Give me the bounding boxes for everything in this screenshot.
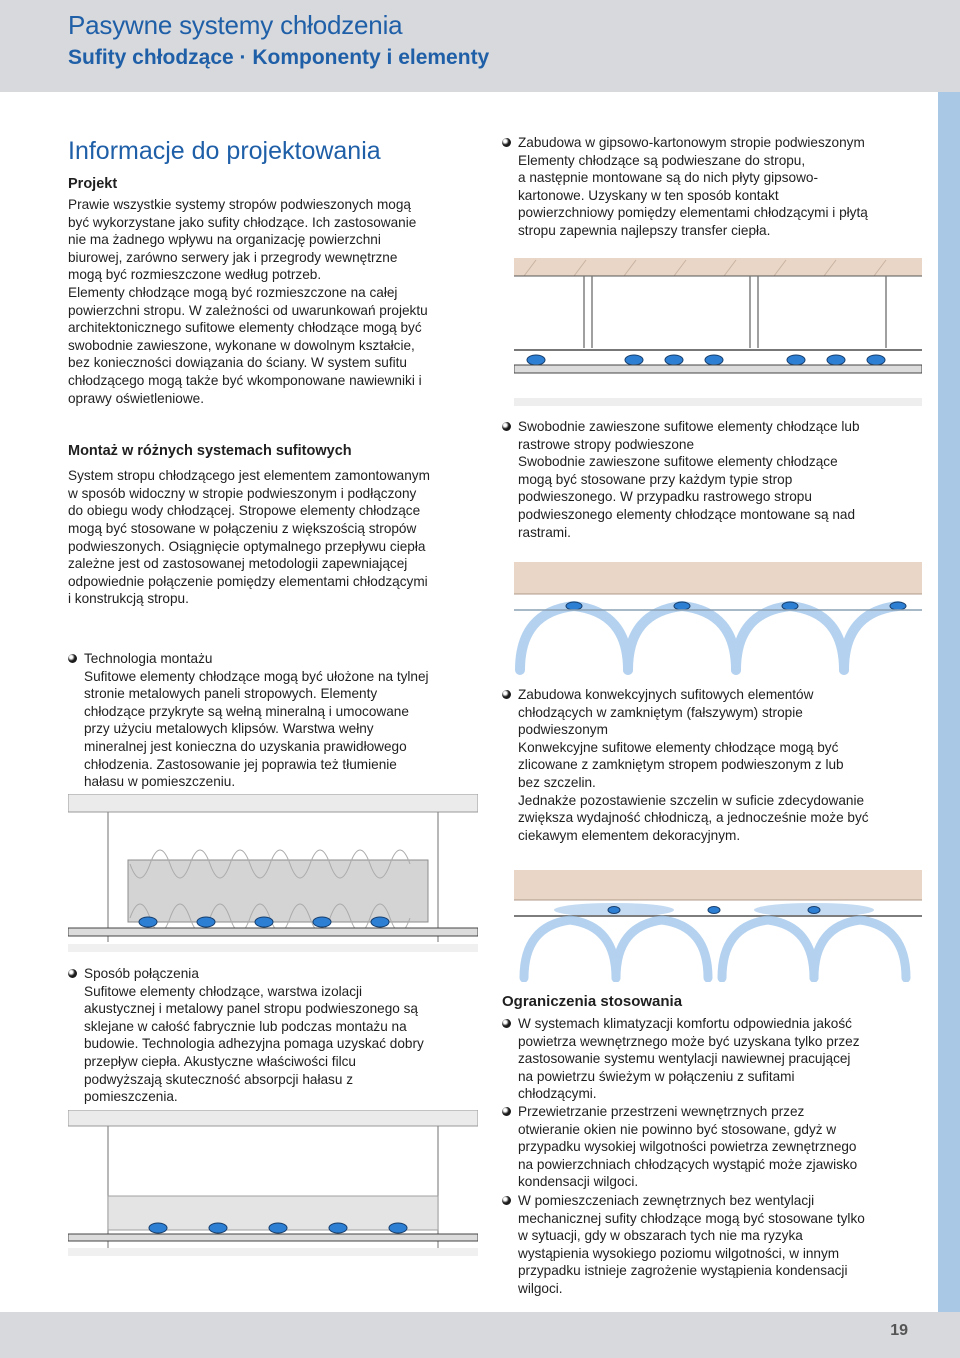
text-line: oprawy oświetleniowe. [68, 390, 205, 406]
top-slab [68, 1110, 478, 1126]
montaz-text [68, 467, 468, 608]
text-line: Jednakże pozostawienie szczelin w suficie zdecydowanie [518, 792, 865, 808]
limitation-item [502, 1103, 922, 1191]
text-line: hałasu w pomieszczeniu. [84, 774, 236, 790]
text-line: pomieszczenia. [84, 1089, 178, 1105]
gypsum-ceiling-diagram [514, 258, 922, 414]
text-line: mogą być stosowane w połączeniu z większością stropów [68, 520, 417, 536]
bullet-title: Sposób połączenia [84, 966, 199, 981]
text-line: kartonowe. Uzyskany w ten sposób kontakt [518, 187, 779, 203]
text-line: podwieszonego elementy chłodzące montowane są nad [518, 506, 856, 522]
text-line: wilgoci. [518, 1280, 563, 1296]
text-line: rastrowe stropy podwieszone [518, 436, 695, 452]
text-line: stropu zapewnia najlepszy transfer ciepła. [518, 222, 771, 238]
text-line: Elementy chłodzące mogą być rozmieszczone na całej [68, 284, 398, 300]
text-line: a następnie montowane są do nich płyty gipsowo- [518, 170, 818, 186]
text-line: odpowiednie połączenie pomiędzy elementami chłodzącymi [68, 573, 428, 589]
text-line: akustycznej i metalowy panel stropu podwieszonego są [84, 1001, 418, 1017]
text-line: na powierzchniach chłodzących wystąpić może zjawisko [518, 1156, 858, 1172]
header-title: Pasywne systemy chłodzenia [68, 10, 403, 40]
text-line: stronie metalowych paneli stropowych. Elementy [84, 686, 378, 702]
concrete-slab [514, 258, 922, 276]
lower-haze [68, 1248, 478, 1256]
free-hanging-diagram [514, 562, 922, 678]
lower-haze [68, 944, 478, 952]
text-line: System stropu chłodzącego jest elementem zamontowanym [68, 468, 430, 484]
text-line: Swobodnie zawieszone sufitowe elementy chłodzące [518, 454, 838, 470]
design-info-section [68, 136, 468, 608]
text-line: do obiegu wody chłodzącej. Stropowe elementy chłodzące [68, 503, 421, 519]
hangers [584, 276, 886, 348]
text-line: rastrami. [518, 524, 571, 540]
bullet-dot-icon [502, 138, 511, 147]
text-line: mineralnej jest konieczna do uzyskania prawidłowego [84, 738, 407, 754]
text-line: mechanicznej sufity chłodzące mogą być stosowane tylko [518, 1210, 865, 1226]
side-accent-bar [938, 92, 960, 1312]
montaz-heading: Montaż w różnych systemach sufitowych [68, 443, 352, 460]
text-line: przypadku wysokiej wilgotności powietrza zewnętrznego [518, 1139, 857, 1155]
text-line: Prawie wszystkie systemy stropów podwieszonych mogą [68, 197, 411, 212]
text-line: chłodzącymi. [518, 1086, 597, 1102]
text-line: w sposób widoczny w stropie podwieszonym i podłączony [68, 485, 417, 501]
text-line: podwyższają skuteczność absorpcji hałasu z [84, 1071, 353, 1087]
cooling-pipes [527, 355, 885, 365]
cooling-pipes [566, 602, 906, 610]
text-line: przy użyciu metalowych klipsów. Warstwa wełny [84, 721, 374, 737]
text-line: w sytuacji, gdy w obszarach tych nie ma ryzyka [518, 1228, 803, 1244]
text-line: zależne jest od zastosowanej metodologii zapewniającej [68, 556, 408, 572]
text-line: bez konieczności dowiązania do ściany. W system sufitu [68, 355, 407, 371]
text-line: Elementy chłodzące są podwieszane do stropu, [518, 152, 806, 168]
text-line: swobodnie zawieszone, wykonane w dowolnym kształcie, [68, 337, 415, 353]
page-header [0, 0, 960, 92]
text-line: być wykorzystane jako sufity chłodzące. Ich zastosowanie [68, 214, 417, 230]
bullet-dot-icon [68, 654, 77, 663]
text-line: przepływ ciepła. Akustyczne właściwości filcu [84, 1053, 356, 1069]
bullet-connection-method [68, 965, 468, 1106]
bullet-dot-icon [502, 690, 511, 699]
glued-panel-diagram [68, 1110, 478, 1260]
page-footer [0, 1312, 960, 1358]
text-line: powietrza wewnętrznego może być uzyskana tylko przez [518, 1033, 860, 1049]
page-number: 19 [890, 1322, 908, 1339]
concrete-slab [514, 562, 922, 594]
text-line: chłodzącego mogą także być wkomponowane nawiewniki i [68, 372, 422, 388]
text-line: powierzchni stropu. W zależności od uwarunkowań projektu [68, 302, 428, 318]
text-line: Sufitowe elementy chłodzące mogą być ułożone na tylnej [84, 668, 429, 684]
text-line: chłodzące przykryte są wełną mineralną i umocowane [84, 703, 409, 719]
text-line: zlicowane z zamkniętym stropem podwieszonym z lub [518, 757, 844, 773]
bullet-mounting-technology [68, 650, 468, 791]
text-line: budowie. Technologia adhezyjna pomaga uzyskać dobry [84, 1036, 424, 1052]
text-line: bez szczelin. [518, 774, 596, 790]
bullet-title: Swobodnie zawieszone sufitowe elementy chłodzące lub [518, 419, 860, 434]
mineral-wool [128, 860, 428, 922]
limitation-item [502, 1015, 922, 1103]
concrete-slab [514, 870, 922, 900]
text-line: kondensacji wilgoci. [518, 1174, 639, 1190]
text-line: ciekawym elementem dekoracyjnym. [518, 827, 741, 843]
gypsum-board [514, 365, 922, 373]
text-line: na powietrzu świeżym w połączeniu z sufitami [518, 1068, 795, 1084]
text-line: powierzchniowy pomiędzy elementami chłodzącymi i płytą [518, 205, 868, 221]
text-line: podwieszonych. Osiągnięcie optymalnego przepływu ciepła [68, 538, 426, 554]
limitations-section [502, 992, 922, 1012]
bullet-dot-icon [502, 422, 511, 431]
projekt-text [68, 196, 468, 407]
text-line: W pomieszczeniach zewnętrznych bez wentylacji [518, 1193, 815, 1208]
text-line: sklejane w całość fabrycznie lub podczas montażu na [84, 1018, 407, 1034]
bullet-dot-icon [502, 1196, 511, 1205]
metal-panel [68, 928, 478, 936]
text-line: zastosowanie systemu wentylacji nawiewnej pracującej [518, 1051, 851, 1067]
lower-haze [514, 398, 922, 406]
bullet-convective-ceiling [502, 686, 922, 844]
text-line: wystąpienia wysokiego poziomu wilgotności, w innym [518, 1245, 840, 1261]
text-line: chłodzenia. Zastosowanie jej poprawia też tłumienie [84, 756, 397, 772]
text-line: i konstrukcją stropu. [68, 591, 189, 607]
bullet-title: Zabudowa konwekcyjnych sufitowych elementów [518, 687, 814, 702]
bullet-gypsum-ceiling [502, 134, 922, 240]
bullet-dot-icon [68, 969, 77, 978]
text-line: chłodzących w zamkniętym (fałszywym) stropie [518, 704, 803, 720]
metal-panel-wool-diagram [68, 794, 478, 960]
air-flow-arcs [520, 606, 898, 670]
text-line: Przewietrzanie przestrzeni wewnętrznych przez [518, 1104, 805, 1119]
top-slab [68, 794, 478, 812]
text-line: podwieszonym [518, 722, 608, 738]
text-line: mogą być stosowane przy każdym typie strop [518, 471, 793, 487]
text-line: Konwekcyjne sufitowe elementy chłodzące mogą być [518, 739, 839, 755]
bullet-free-hanging [502, 418, 922, 541]
header-subtitle: Sufity chłodzące · Komponenty i elementy [68, 46, 490, 69]
text-line: biurowej, zarówno serwery jak i przegrody wewnętrzne [68, 249, 398, 265]
limitations-heading: Ograniczenia stosowania [502, 993, 683, 1010]
metal-panel [68, 1234, 478, 1241]
limitation-item [502, 1192, 922, 1298]
text-line: mogą być rozmieszczone według potrzeb. [68, 267, 322, 283]
bullet-dot-icon [502, 1107, 511, 1116]
text-line: zwiększa wydajność chłodniczą, a jednocześnie może być [518, 810, 869, 826]
bullet-title: Zabudowa w gipsowo-kartonowym stropie podwieszonym [518, 135, 865, 150]
text-line: W systemach klimatyzacji komfortu odpowiednia jakość [518, 1016, 852, 1031]
text-line: nie ma żadnego wpływu na organizację powierzchni [68, 232, 381, 248]
text-line: przypadku istnieje zagrożenie wystąpienia kondensacji [518, 1263, 848, 1279]
projekt-heading: Projekt [68, 176, 118, 192]
text-line: architektonicznego sufitowe elementy chłodzące mogą być [68, 320, 422, 336]
text-line: Sufitowe elementy chłodzące, warstwa izolacji [84, 983, 363, 999]
air-flow-arcs [524, 920, 906, 978]
bullet-title: Technologia montażu [84, 651, 213, 666]
bullet-dot-icon [502, 1019, 511, 1028]
text-line: otwieranie okien nie powinno być stosowane, gdyż w [518, 1121, 837, 1137]
text-line: podwieszonego. W przypadku rastrowego stropu [518, 489, 812, 505]
section-title: Informacje do projektowania [68, 137, 381, 165]
convective-ceiling-diagram [514, 870, 922, 982]
